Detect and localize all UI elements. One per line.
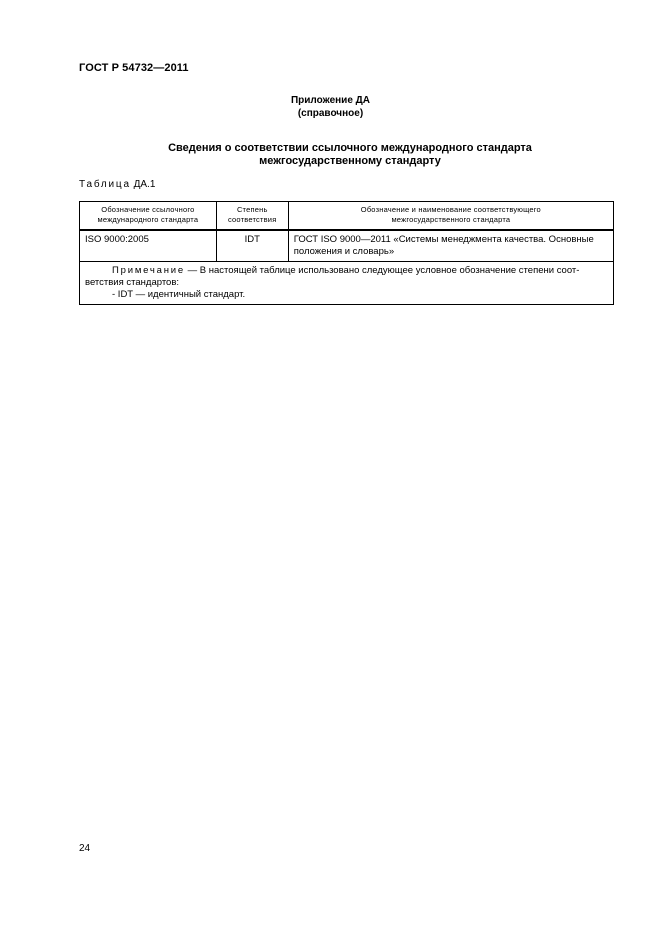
note-line1: [85, 265, 608, 277]
page-number: 24: [79, 843, 91, 854]
appendix-subtitle: (справочное): [297, 108, 364, 119]
column-header-international: [80, 202, 217, 231]
correspondence-table: [79, 201, 614, 305]
column-header-degree: [216, 202, 288, 231]
cell-interstate-standard: [288, 230, 613, 262]
table-note: [80, 262, 614, 305]
table-row: [80, 230, 614, 262]
cell-international-standard: ISO 9000:2005: [80, 230, 217, 262]
column-header-line: соответствия: [228, 215, 277, 224]
table-caption: [79, 179, 155, 190]
column-header-line: Степень: [236, 205, 268, 214]
note-line2: ветствия стандартов:: [85, 277, 180, 288]
appendix-heading: [0, 94, 661, 120]
section-title-line1: Сведения о соответствии ссылочного международного стандарта: [168, 142, 532, 154]
table-caption-number: ДА.1: [133, 179, 156, 190]
cell-text-line: ГОСТ ISO 9000—2011 «Системы менеджмента качества. Основные: [293, 234, 594, 245]
note-text: — В настоящей таблице использовано следующее условное обозначение степени соот-: [185, 265, 580, 276]
column-header-line: Обозначение и наименование соответствующего: [360, 205, 541, 214]
cell-degree: IDT: [216, 230, 288, 262]
column-header-line: Обозначение ссылочного: [101, 205, 195, 214]
note-item: - IDT — идентичный стандарт.: [112, 289, 246, 300]
column-header-line: международного стандарта: [97, 215, 199, 224]
note-label: Примечание: [112, 265, 185, 276]
section-title-line2: межгосударственному стандарту: [259, 155, 441, 167]
table-header-row: [80, 202, 614, 231]
appendix-title: Приложение ДА: [290, 95, 371, 106]
table-caption-label: Таблица: [79, 179, 131, 190]
column-header-interstate: [288, 202, 613, 231]
cell-text-line: положения и словарь»: [293, 246, 395, 257]
document-header: ГОСТ Р 54732—2011: [79, 62, 189, 74]
column-header-line: межгосударственного стандарта: [391, 215, 511, 224]
section-title: [0, 142, 661, 168]
table-note-row: [80, 262, 614, 305]
